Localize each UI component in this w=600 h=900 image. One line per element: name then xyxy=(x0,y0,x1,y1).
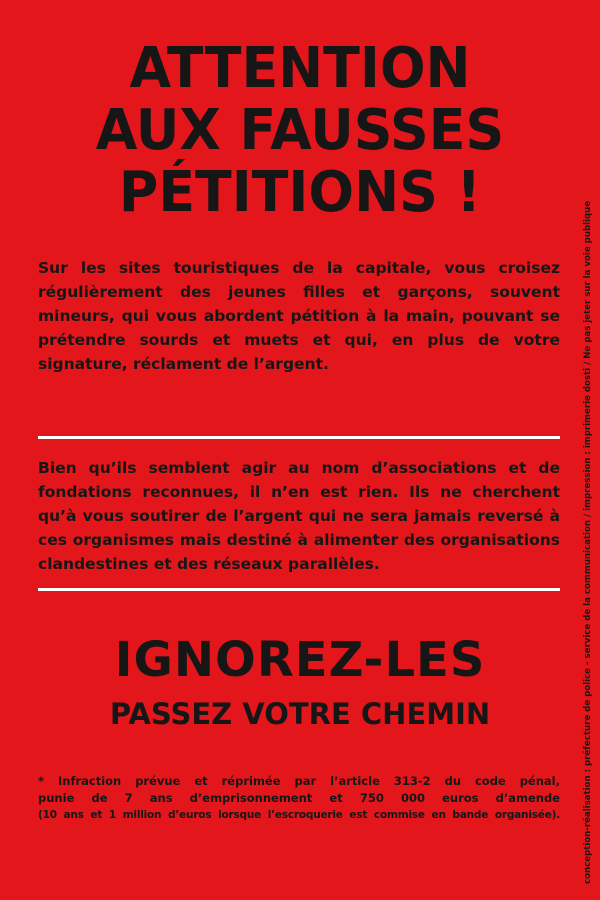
footnote-line-2: punie de 7 ans d’emprisonnement et 750 000 euros d’amende xyxy=(38,791,560,805)
headline-ignore: IGNOREZ-LES xyxy=(114,632,486,688)
divider-top xyxy=(38,436,560,439)
footnote-line-3: (10 ans et 1 million d’euros lorsque l’escroquerie est commise en bande organisée). xyxy=(38,809,560,821)
legal-footnote xyxy=(38,773,560,824)
subheadline-pass: PASSEZ VOTRE CHEMIN xyxy=(109,697,491,731)
divider-bottom xyxy=(38,588,560,591)
title-line-2: AUX FAUSSES xyxy=(95,98,505,163)
title-line-1: ATTENTION xyxy=(129,36,471,101)
explanation-paragraph: Bien qu’ils semblent agir au nom d’associations et de fondations reconnues, il n’en est rien. Ils ne cherchent qu’à vous soutirer de l’argent qui ne sera jamais reversé à ces organismes mais destiné à alimenter des organisations clandestines et des réseaux parallèles. xyxy=(38,459,560,573)
poster-title xyxy=(0,38,600,224)
footnote-line-1: * Infraction prévue et réprimée par l’article 313-2 du code pénal, xyxy=(38,774,560,788)
side-credit: conception-réalisation : préfecture de police - service de la communication / impression : imprimerie dosti / Ne pas jeter sur la voie publique xyxy=(583,200,593,884)
intro-paragraph: Sur les sites touristiques de la capitale, vous croisez régulièrement des jeunes filles et garçons, souvent mineurs, qui vous abordent pétition à la main, pouvant se prétendre sourds et muets et qui, en plus de votre signature, réclament de l’argent. xyxy=(38,259,560,373)
title-line-3: PÉTITIONS ! xyxy=(118,160,482,225)
